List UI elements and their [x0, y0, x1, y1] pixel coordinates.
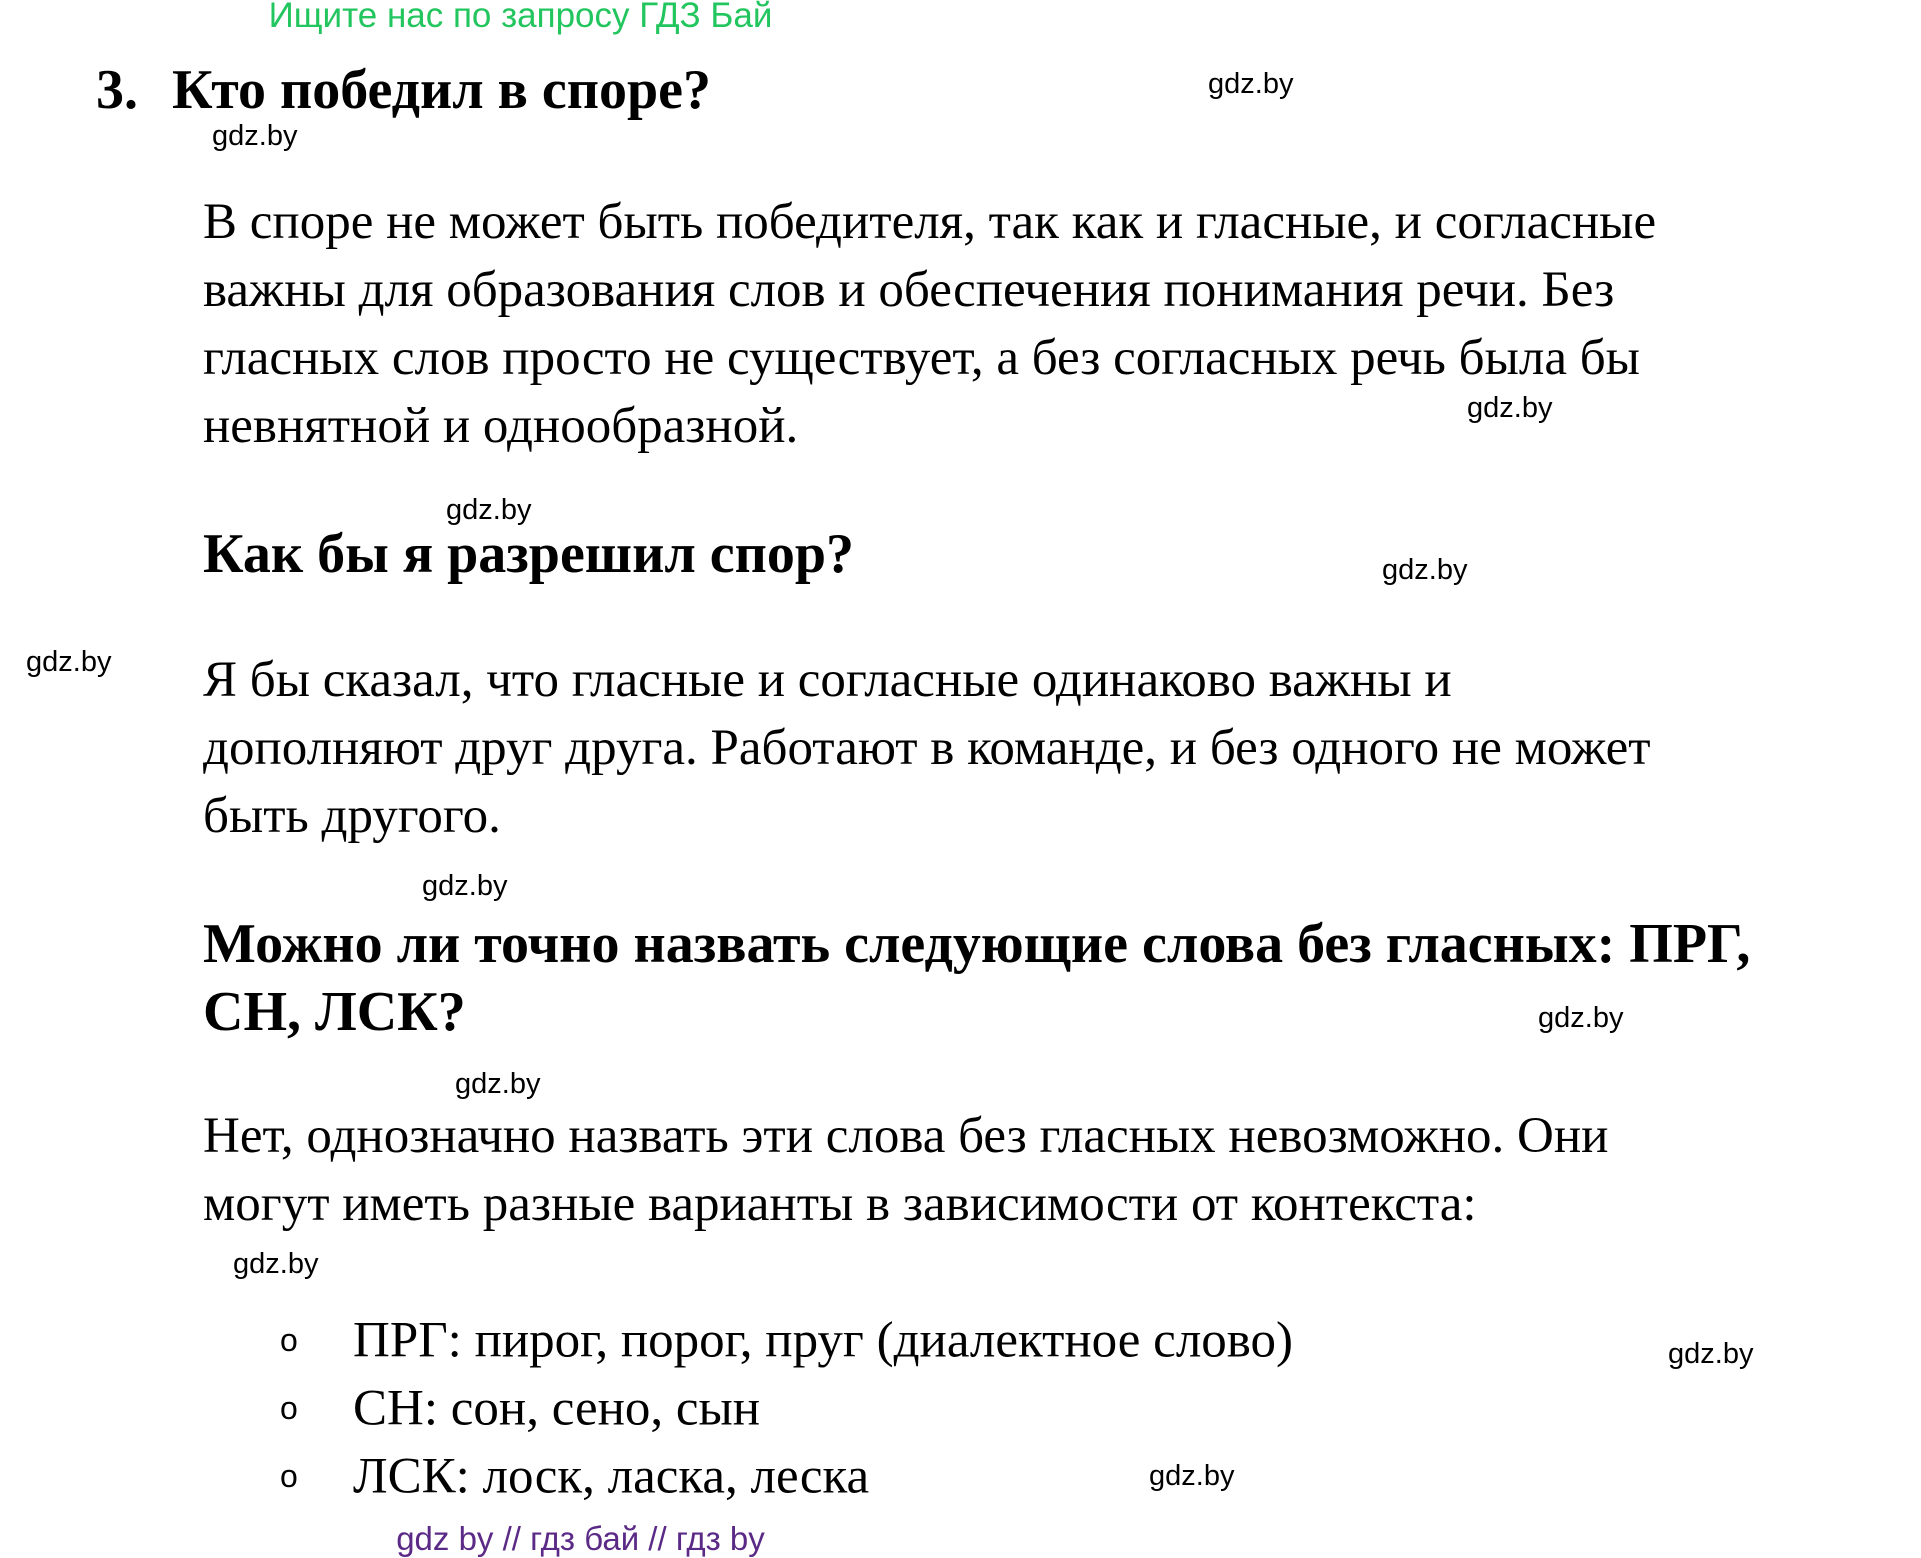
text-line: Я бы сказал, что гласные и согласные одинаково важны и	[203, 652, 1452, 708]
text-line: быть другого.	[203, 788, 501, 844]
answer-paragraph-2	[203, 646, 1903, 850]
text-line: невнятной и однообразной.	[203, 398, 799, 454]
text-line: могут иметь разные варианты в зависимости от контекста:	[203, 1176, 1477, 1232]
list-item	[280, 1438, 869, 1510]
text-line: важны для образования слов и обеспечения понимания речи. Без	[203, 262, 1615, 318]
text-line: дополняют друг друга. Работают в команде, и без одного не может	[203, 720, 1651, 776]
watermark: gdz.by	[212, 120, 298, 152]
top-banner: Ищите нас по запросу ГДЗ Бай	[268, 0, 773, 35]
watermark: gdz.by	[1467, 392, 1553, 424]
text-line: Нет, однозначно назвать эти слова без гласных невозможно. Они	[203, 1108, 1609, 1164]
watermark: gdz.by	[1538, 1002, 1624, 1034]
circle-bullet-icon: o	[280, 1458, 298, 1495]
watermark: gdz.by	[422, 870, 508, 902]
question-2-title: Как бы я разрешил спор?	[203, 523, 855, 585]
list-item	[280, 1370, 760, 1442]
answer-paragraph-3	[203, 1102, 1903, 1238]
task-title: Кто победил в споре?	[172, 59, 711, 121]
heading-line: Можно ли точно назвать следующие слова без гласных: ПРГ,	[203, 913, 1751, 975]
watermark: gdz.by	[1208, 68, 1294, 100]
text-line: В споре не может быть победителя, так как и гласные, и согласные	[203, 194, 1657, 250]
watermark: gdz.by	[233, 1248, 319, 1280]
list-item	[280, 1302, 1293, 1374]
circle-bullet-icon: o	[280, 1390, 298, 1427]
answer-paragraph-1	[203, 188, 1903, 460]
text-line: гласных слов просто не существует, а без согласных речь была бы	[203, 330, 1640, 386]
watermark: gdz.by	[1668, 1338, 1754, 1370]
watermark: gdz.by	[446, 494, 532, 526]
watermark: gdz.by	[455, 1068, 541, 1100]
task-number: 3.	[96, 59, 138, 121]
footer-links: gdz by // гдз бай // гдз by	[396, 1520, 765, 1557]
heading-line: СН, ЛСК?	[203, 981, 466, 1043]
list-item-text: СН: сон, сено, сын	[353, 1380, 761, 1437]
watermark: gdz.by	[1382, 554, 1468, 586]
watermark: gdz.by	[26, 646, 112, 678]
watermark: gdz.by	[1149, 1460, 1235, 1492]
circle-bullet-icon: o	[280, 1322, 298, 1359]
list-item-text: ПРГ: пирог, порог, пруг (диалектное слово)	[353, 1312, 1293, 1369]
list-item-text: ЛСК: лоск, ласка, леска	[353, 1448, 870, 1505]
question-3-title	[203, 910, 1750, 1046]
